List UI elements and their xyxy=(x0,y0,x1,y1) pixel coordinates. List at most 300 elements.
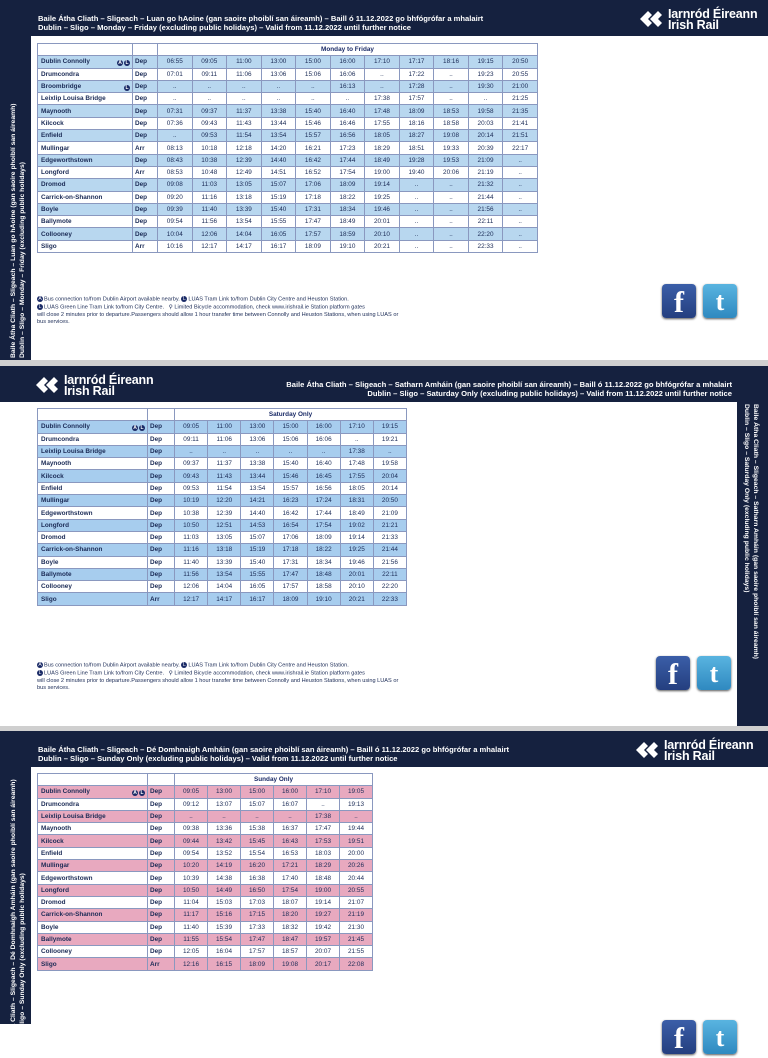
weekday-side-irish: Baile Átha Cliath – Sligeach – Luan go hAoine (gan saoire phoiblí san áireamh) xyxy=(10,103,17,358)
time-cell: 10:20 xyxy=(175,860,208,872)
time-cell: 11:40 xyxy=(175,921,208,933)
time-cell: 17:48 xyxy=(340,458,373,470)
time-cell: 18:29 xyxy=(307,860,340,872)
time-cell: .. xyxy=(503,216,538,228)
station-name xyxy=(38,240,133,252)
sunday-side-banner xyxy=(0,767,31,1057)
saturday-side-irish: Baile Átha Cliath – Sligeach – Satharn Amháin (gan saoire phoiblí san áireamh) xyxy=(752,404,759,660)
twitter-icon[interactable]: t xyxy=(697,656,731,690)
time-cell: 12:06 xyxy=(192,228,227,240)
time-cell: 17:18 xyxy=(296,191,331,203)
time-cell: 12:20 xyxy=(208,495,241,507)
time-cell: 14:40 xyxy=(241,507,274,519)
arr-dep-type: Dep xyxy=(133,191,158,203)
time-cell: 12:51 xyxy=(208,519,241,531)
time-cell: 20:07 xyxy=(307,946,340,958)
time-cell: 13:52 xyxy=(208,847,241,859)
time-cell: 10:38 xyxy=(192,154,227,166)
facebook-icon[interactable]: f xyxy=(656,656,690,690)
arr-dep-type: Dep xyxy=(133,228,158,240)
station-name xyxy=(38,203,133,215)
station-label: Ballymote xyxy=(41,218,72,226)
weekday-heading-english: Dublin – Sligo – Monday – Friday (excluding public holidays) – Valid from 11.12.2022 until further notice xyxy=(38,23,412,32)
weekday-timetable xyxy=(37,43,538,253)
time-cell: .. xyxy=(373,445,406,457)
station-label: Collooney xyxy=(41,230,72,238)
arr-dep-type: Dep xyxy=(148,495,175,507)
time-cell: 18:22 xyxy=(330,191,365,203)
table-row xyxy=(38,810,373,822)
station-name xyxy=(38,117,133,129)
arr-dep-type: Dep xyxy=(148,798,175,810)
time-cell: 16:06 xyxy=(330,68,365,80)
time-cell: 19:53 xyxy=(434,154,469,166)
arr-dep-type: Dep xyxy=(148,519,175,531)
time-cell: .. xyxy=(503,166,538,178)
station-label: Mullingar xyxy=(41,497,70,505)
time-cell: 19:44 xyxy=(340,823,373,835)
time-cell: 22:11 xyxy=(373,568,406,580)
time-cell: 21:41 xyxy=(503,117,538,129)
station-label: Maynooth xyxy=(41,107,72,115)
time-cell: 17:57 xyxy=(296,228,331,240)
time-cell: 15:06 xyxy=(296,68,331,80)
station-label: Kilcock xyxy=(41,472,64,480)
station-name xyxy=(38,166,133,178)
arr-dep-type: Dep xyxy=(148,556,175,568)
logo-text-english: Irish Rail xyxy=(64,384,115,398)
time-cell: 09:38 xyxy=(175,823,208,835)
table-row xyxy=(38,433,407,445)
arr-dep-type: Dep xyxy=(133,68,158,80)
time-cell: 16:50 xyxy=(241,884,274,896)
station-name xyxy=(38,154,133,166)
weekday-side-english: Dublin – Sligo – Monday – Friday (excluding public holidays) xyxy=(19,161,26,358)
time-cell: 14:21 xyxy=(241,495,274,507)
time-cell: 09:11 xyxy=(192,68,227,80)
time-cell: 16:56 xyxy=(330,130,365,142)
time-cell: 20:55 xyxy=(340,884,373,896)
time-cell: 19:02 xyxy=(340,519,373,531)
time-cell: 13:44 xyxy=(261,117,296,129)
time-cell: .. xyxy=(434,216,469,228)
time-cell: 15:07 xyxy=(241,798,274,810)
time-cell: 18:09 xyxy=(399,105,434,117)
time-cell: 20:10 xyxy=(340,581,373,593)
weekday-heading-irish: Baile Átha Cliath – Sligeach – Luan go hAoine (gan saoire phoiblí san áireamh) – Baill ó 11.12.2022 go bhfógrófar a mhalairt xyxy=(38,14,484,23)
weekday-header-band xyxy=(0,0,768,36)
time-cell: 19:51 xyxy=(340,835,373,847)
time-cell: .. xyxy=(399,179,434,191)
arr-dep-type: Dep xyxy=(148,568,175,580)
saturday-side-banner xyxy=(737,402,768,726)
time-cell: .. xyxy=(261,80,296,92)
arr-dep-type: Dep xyxy=(148,921,175,933)
time-cell: 17:15 xyxy=(241,909,274,921)
arr-dep-type: Dep xyxy=(148,933,175,945)
table-row xyxy=(38,786,373,798)
time-cell: .. xyxy=(274,810,307,822)
time-cell: .. xyxy=(503,228,538,240)
time-cell: 19:08 xyxy=(434,130,469,142)
time-cell: 19:10 xyxy=(307,593,340,605)
station-name xyxy=(38,228,133,240)
table-row xyxy=(38,495,407,507)
station-label: Carrick-on-Shannon xyxy=(41,911,103,919)
table-row xyxy=(38,847,373,859)
arr-dep-type: Dep xyxy=(133,80,158,92)
time-cell: 22:11 xyxy=(468,216,503,228)
time-cell: 10:18 xyxy=(192,142,227,154)
time-cell: 11:00 xyxy=(208,421,241,433)
time-cell: 22:08 xyxy=(340,958,373,970)
time-cell: 17:54 xyxy=(307,519,340,531)
time-cell: 12:05 xyxy=(175,946,208,958)
table-row xyxy=(38,80,538,92)
sunday-heading-english: Dublin – Sligo – Sunday Only (excluding public holidays) – Valid from 11.12.2022 until further notice xyxy=(38,754,398,763)
station-label: Ballymote xyxy=(41,936,72,943)
time-cell: .. xyxy=(434,179,469,191)
time-cell: 21:25 xyxy=(503,93,538,105)
time-cell: .. xyxy=(208,445,241,457)
time-cell: .. xyxy=(340,810,373,822)
time-cell: 18:48 xyxy=(307,872,340,884)
time-cell: 21:56 xyxy=(373,556,406,568)
facebook-icon[interactable]: f xyxy=(662,1020,696,1054)
time-cell: 13:54 xyxy=(241,482,274,494)
station-name xyxy=(38,581,148,593)
luas-icon: L xyxy=(125,59,129,66)
station-label: Boyle xyxy=(41,558,59,566)
time-cell: 16:38 xyxy=(241,872,274,884)
station-name xyxy=(38,93,133,105)
irish-rail-logo-icon xyxy=(640,9,664,29)
time-cell: 10:38 xyxy=(175,507,208,519)
arr-dep-type: Dep xyxy=(133,117,158,129)
station-label: Collooney xyxy=(41,583,72,591)
time-cell: 17:28 xyxy=(399,80,434,92)
saturday-side-text xyxy=(742,404,760,659)
time-cell: 18:31 xyxy=(340,495,373,507)
time-cell: 14:49 xyxy=(208,884,241,896)
time-cell: 16:45 xyxy=(307,470,340,482)
station-name xyxy=(38,556,148,568)
time-cell: 11:16 xyxy=(192,191,227,203)
time-cell: 09:20 xyxy=(158,191,193,203)
time-cell: 09:54 xyxy=(158,216,193,228)
time-cell: 09:37 xyxy=(192,105,227,117)
station-label: Carrick-on-Shannon xyxy=(41,193,103,201)
twitter-icon[interactable]: t xyxy=(703,1020,737,1054)
time-cell: 21:44 xyxy=(468,191,503,203)
station-name xyxy=(38,921,148,933)
time-cell: 18:27 xyxy=(399,130,434,142)
station-label: Mullingar xyxy=(41,144,70,152)
service-period: Sunday Only xyxy=(175,774,373,786)
header-blank xyxy=(38,774,148,786)
table-row xyxy=(38,958,373,970)
time-cell: 19:23 xyxy=(468,68,503,80)
station-label: Longford xyxy=(41,521,70,529)
station-label: Dublin Connolly xyxy=(41,422,90,430)
time-cell: 17:54 xyxy=(330,166,365,178)
time-cell: 16:23 xyxy=(274,495,307,507)
time-cell: .. xyxy=(434,240,469,252)
note-luas-green: LUAS Green Line Tram Link to/from City Centre. xyxy=(44,304,165,311)
time-cell: .. xyxy=(503,203,538,215)
time-cell: 16:04 xyxy=(208,946,241,958)
time-cell: 10:39 xyxy=(175,872,208,884)
time-cell: 09:05 xyxy=(175,421,208,433)
sunday-side-irish: Baile Átha Cliath – Sligeach – Dé Domhnaigh Amháin (gan saoire phoiblí san áireamh) xyxy=(10,779,17,1057)
note-bus: Bus connection to/from Dublin Airport available nearby. xyxy=(44,662,180,669)
time-cell: 13:42 xyxy=(208,835,241,847)
table-row xyxy=(38,216,538,228)
time-cell: 21:35 xyxy=(503,105,538,117)
time-cell: 11:00 xyxy=(227,56,262,68)
table-row xyxy=(38,531,407,543)
table-row xyxy=(38,946,373,958)
station-label: Collooney xyxy=(41,948,72,956)
sunday-timetable-panel xyxy=(0,731,768,1057)
time-cell: .. xyxy=(468,93,503,105)
arr-dep-type: Dep xyxy=(148,445,175,457)
time-cell: 16:54 xyxy=(274,519,307,531)
time-cell: 21:45 xyxy=(340,933,373,945)
time-cell: 15:00 xyxy=(241,786,274,798)
time-cell: 13:05 xyxy=(208,531,241,543)
time-cell: .. xyxy=(434,203,469,215)
time-cell: 18:09 xyxy=(307,531,340,543)
arr-dep-type: Dep xyxy=(148,835,175,847)
time-cell: 15:19 xyxy=(241,544,274,556)
time-cell: 14:19 xyxy=(208,860,241,872)
time-cell: 16:43 xyxy=(274,835,307,847)
time-cell: 16:06 xyxy=(307,433,340,445)
time-cell: 14:17 xyxy=(208,593,241,605)
time-cell: 16:00 xyxy=(330,56,365,68)
time-cell: 11:54 xyxy=(227,130,262,142)
time-cell: 13:38 xyxy=(261,105,296,117)
time-cell: 09:43 xyxy=(192,117,227,129)
time-cell: 11:03 xyxy=(192,179,227,191)
table-row xyxy=(38,458,407,470)
time-cell: .. xyxy=(241,810,274,822)
time-cell: 20:39 xyxy=(468,142,503,154)
table-row xyxy=(38,166,538,178)
station-label: Sligo xyxy=(41,595,57,603)
time-cell: 11:03 xyxy=(175,531,208,543)
time-cell: 17:55 xyxy=(340,470,373,482)
note-bicycle: Limited Bicycle accommodation, check www.irishrail.ie Station platform gates xyxy=(174,670,365,677)
time-cell: 16:07 xyxy=(274,798,307,810)
time-cell: 16:05 xyxy=(241,581,274,593)
station-name xyxy=(38,896,148,908)
time-cell: 17:53 xyxy=(307,835,340,847)
time-cell: 18:09 xyxy=(330,179,365,191)
time-cell: 08:13 xyxy=(158,142,193,154)
time-cell: 13:18 xyxy=(208,544,241,556)
time-cell: 16:13 xyxy=(330,80,365,92)
time-cell: 11:40 xyxy=(192,203,227,215)
time-cell: 13:54 xyxy=(227,216,262,228)
time-cell: 13:00 xyxy=(261,56,296,68)
luas-icon: L xyxy=(125,84,129,91)
time-cell: 17:06 xyxy=(296,179,331,191)
time-cell: 12:17 xyxy=(175,593,208,605)
timetable-header-row xyxy=(38,774,373,786)
time-cell: 22:33 xyxy=(468,240,503,252)
time-cell: 21:21 xyxy=(373,519,406,531)
arr-dep-type: Dep xyxy=(148,946,175,958)
station-label: Ballymote xyxy=(41,571,72,578)
time-cell: 18:47 xyxy=(274,933,307,945)
time-cell: 17:57 xyxy=(399,93,434,105)
sunday-side-text xyxy=(9,779,27,1057)
facebook-icon[interactable]: f xyxy=(662,284,696,318)
time-cell: .. xyxy=(365,68,400,80)
station-name xyxy=(38,593,148,605)
time-cell: 21:19 xyxy=(468,166,503,178)
time-cell: 11:06 xyxy=(227,68,262,80)
table-row xyxy=(38,421,407,433)
time-cell: .. xyxy=(399,216,434,228)
header-blank xyxy=(38,409,148,421)
station-name xyxy=(38,433,148,445)
station-name xyxy=(38,946,148,958)
station-label: Dromod xyxy=(41,899,66,907)
time-cell: .. xyxy=(399,240,434,252)
note-bus-services: bus services. xyxy=(37,684,70,691)
time-cell: 13:07 xyxy=(208,798,241,810)
time-cell: 16:56 xyxy=(307,482,340,494)
table-row xyxy=(38,56,538,68)
time-cell: 07:31 xyxy=(158,105,193,117)
time-cell: 10:48 xyxy=(192,166,227,178)
time-cell: 08:53 xyxy=(158,166,193,178)
table-row xyxy=(38,933,373,945)
station-name xyxy=(38,884,148,896)
time-cell: 09:39 xyxy=(158,203,193,215)
time-cell: 16:05 xyxy=(261,228,296,240)
time-cell: 17:03 xyxy=(241,896,274,908)
station-label: Maynooth xyxy=(41,460,72,468)
weekday-side-banner xyxy=(0,36,31,360)
time-cell: 17:38 xyxy=(365,93,400,105)
time-cell: 16:00 xyxy=(274,786,307,798)
note-luas: LUAS Tram Link to/from Dublin City Centre and Heuston Station. xyxy=(188,662,349,669)
luas-icon: L xyxy=(38,669,42,676)
time-cell: .. xyxy=(434,68,469,80)
arr-dep-type: Dep xyxy=(148,531,175,543)
time-cell: .. xyxy=(503,179,538,191)
time-cell: 14:20 xyxy=(261,142,296,154)
station-label: Drumcondra xyxy=(41,800,79,808)
time-cell: 16:21 xyxy=(296,142,331,154)
station-name xyxy=(38,507,148,519)
time-cell: 09:44 xyxy=(175,835,208,847)
station-name xyxy=(38,445,148,457)
time-cell: 17:57 xyxy=(241,946,274,958)
time-cell: 17:47 xyxy=(241,933,274,945)
time-cell: .. xyxy=(261,93,296,105)
station-name xyxy=(38,519,148,531)
time-cell: 15:19 xyxy=(261,191,296,203)
time-cell: 14:51 xyxy=(261,166,296,178)
time-cell: 13:06 xyxy=(241,433,274,445)
table-row xyxy=(38,872,373,884)
time-cell: 22:20 xyxy=(468,228,503,240)
station-name xyxy=(38,860,148,872)
time-cell: 09:12 xyxy=(175,798,208,810)
time-cell: 20:14 xyxy=(468,130,503,142)
time-cell: 15:07 xyxy=(241,531,274,543)
time-cell: 20:14 xyxy=(373,482,406,494)
table-row xyxy=(38,507,407,519)
station-label: Boyle xyxy=(41,923,59,931)
logo-text-english: Irish Rail xyxy=(664,749,715,763)
arr-dep-type: Dep xyxy=(133,216,158,228)
luas-icon: L xyxy=(182,662,186,668)
table-row xyxy=(38,593,407,605)
time-cell: .. xyxy=(434,80,469,92)
time-cell: 15:57 xyxy=(274,482,307,494)
time-cell: 15:03 xyxy=(208,896,241,908)
time-cell: 11:40 xyxy=(175,556,208,568)
arr-dep-type: Dep xyxy=(148,810,175,822)
irish-rail-logo-icon xyxy=(636,740,660,760)
time-cell: 19:28 xyxy=(399,154,434,166)
saturday-timetable xyxy=(37,408,407,606)
time-cell: 12:18 xyxy=(227,142,262,154)
time-cell: 13:06 xyxy=(261,68,296,80)
time-cell: 17:47 xyxy=(296,216,331,228)
station-label: Carrick-on-Shannon xyxy=(41,546,103,554)
arr-dep-type: Arr xyxy=(133,166,158,178)
time-cell: 17:48 xyxy=(365,105,400,117)
table-row xyxy=(38,860,373,872)
time-cell: 19:25 xyxy=(365,191,400,203)
sunday-heading-irish: Baile Átha Cliath – Sligeach – Dé Domhnaigh Amháin (gan saoire phoiblí san áireamh) – Baill ó 11.12.2022 go bhfógrófar a mhalairt xyxy=(38,745,510,754)
twitter-icon[interactable]: t xyxy=(703,284,737,318)
time-cell: 18:29 xyxy=(365,142,400,154)
table-row xyxy=(38,835,373,847)
header-blank xyxy=(38,44,133,56)
time-cell: 15:55 xyxy=(241,568,274,580)
time-cell: 21:32 xyxy=(468,179,503,191)
time-cell: 18:22 xyxy=(307,544,340,556)
time-cell: 20:50 xyxy=(373,495,406,507)
time-cell: 16:40 xyxy=(330,105,365,117)
time-cell: 13:39 xyxy=(208,556,241,568)
arr-dep-type: Dep xyxy=(148,433,175,445)
station-label: Enfield xyxy=(41,849,63,857)
arr-dep-type: Dep xyxy=(133,179,158,191)
time-cell: 20:55 xyxy=(503,68,538,80)
time-cell: 12:17 xyxy=(192,240,227,252)
time-cell: 13:36 xyxy=(208,823,241,835)
time-cell: 18:49 xyxy=(340,507,373,519)
time-cell: 21:33 xyxy=(373,531,406,543)
time-cell: .. xyxy=(307,798,340,810)
saturday-heading-irish: Baile Átha Cliath – Sligeach – Satharn Amháin (gan saoire phoiblí san áireamh) – Baill ó 11.12.2022 go bhfógrófar a mhalairt xyxy=(286,380,732,389)
time-cell: 19:58 xyxy=(373,458,406,470)
arr-dep-type: Dep xyxy=(148,847,175,859)
luas-icon: L xyxy=(182,296,186,302)
time-cell: 19:25 xyxy=(340,544,373,556)
station-label: Sligo xyxy=(41,960,57,968)
time-cell: 15:55 xyxy=(261,216,296,228)
